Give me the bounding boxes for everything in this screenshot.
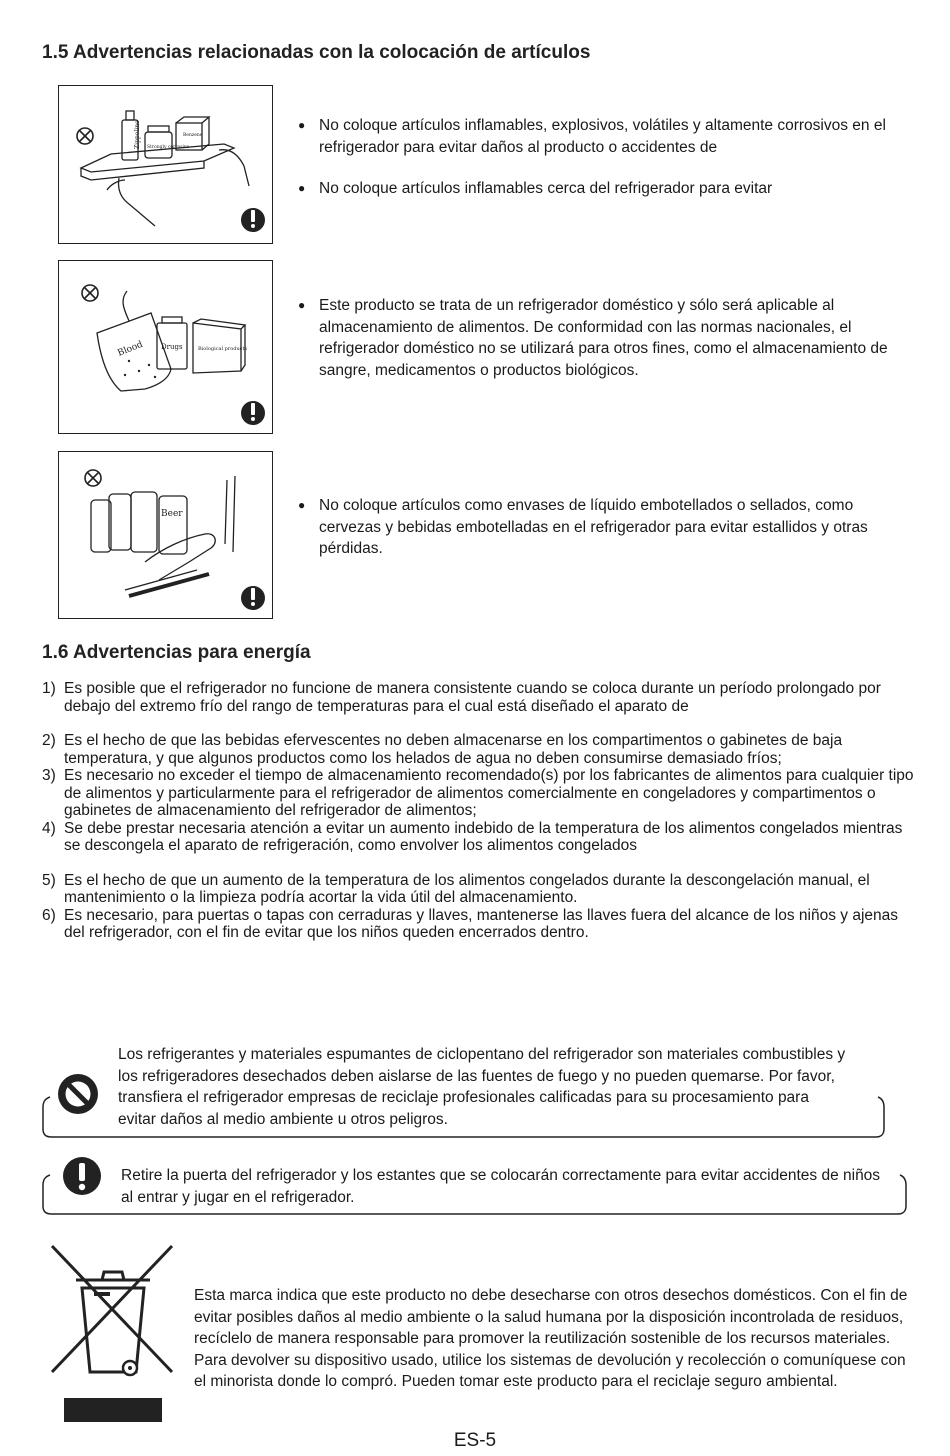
item-number: 2) <box>42 732 56 749</box>
list-item <box>42 767 922 820</box>
item-text: Es el hecho de que un aumento de la temperatura de los alimentos congelados durante la descongelación manual, el mantenimiento o la limpieza podría acortar la vida útil del almacenamiento. <box>64 871 870 906</box>
label-blood: Blood <box>116 339 145 359</box>
prohibition-icon <box>56 1072 100 1116</box>
warning-note-text: Retire la puerta del refrigerador y los estantes que se colocarán correctamente para evitar accidentes de niños al entrar y jugar en el refrigerador. <box>121 1167 881 1206</box>
label-drugs: Drugs <box>161 343 183 351</box>
label-benzene: Benzene <box>183 133 203 138</box>
prohibited-icon <box>85 470 101 486</box>
section-title-1-6: 1.6 Advertencias para energía <box>42 642 311 663</box>
item-text: Es necesario no exceder el tiempo de almacenamiento recomendado(s) por los fabricantes de alimentos para cualquier tipo de alimentos y particularmente para el refrigerador de alimentos comercialmente en congeladores y compartimentos o gabinetes de almacenamiento del refrigerador de alimentos; <box>64 767 914 819</box>
weee-note-text: Esta marca indica que este producto no debe desecharse con otros desechos domésticos. Con el fin de evitar posibles daños al medio ambiente o la salud humana por la disposición incontrolada de residuos, recíclelo de manera responsable para promover la reutilización sostenible de los recursos materiales. Para devolver su dispositivo usado, utilice los sistemas de devolución y recolección o comuníquese con el minorista donde lo compró. Pueden tomar este producto para el reciclaje seguro ambiental. <box>194 1287 908 1390</box>
page-number: ES-5 <box>453 1430 497 1451</box>
bullet-item: ● No coloque artículos inflamables, explosivos, volátiles y altamente corrosivos en el refrigerador para evitar daños al producto o accidentes de <box>298 115 913 158</box>
item-number: 3) <box>42 767 56 784</box>
list-item <box>42 680 922 715</box>
label-strongly-corrosive: Strongly corrosive <box>147 145 190 150</box>
illustration-chemicals-shelf <box>58 85 273 244</box>
item-number: 5) <box>42 871 56 889</box>
list-item <box>42 872 922 907</box>
bullet-item: ● No coloque artículos inflamables cerca del refrigerador para evitar <box>298 178 913 200</box>
warning-icon <box>241 208 265 232</box>
list-item <box>42 820 922 855</box>
item-number: 1) <box>42 680 56 697</box>
bullet-item: ● No coloque artículos como envases de líquido embotellados o sellados, como cervezas y bebidas embotelladas en el refrigerador para evitar estallidos y otras pérdidas. <box>298 495 913 560</box>
prohibition-note-text: Los refrigerantes y materiales espumantes de ciclopentano del refrigerador son materiales combustibles y los refrigeradores desechados deben aislarse de las fuentes de fuego y no pueden quemarse. Por favor, transfiera el refrigerador empresas de reciclaje profesionales calificadas para su procesamiento para evitar daños al medio ambiente u otros peligros. <box>118 1046 846 1128</box>
item-number: 4) <box>42 819 56 837</box>
illustration-beer-bottles <box>58 451 273 619</box>
prohibited-icon <box>82 285 98 301</box>
bullet-list-1 <box>298 115 913 220</box>
item-number: 6) <box>42 906 56 924</box>
item-text: Se debe prestar necesaria atención a evitar un aumento indebido de la temperatura de los alimentos congelados mientras se descongela el aparato de refrigeración, como envolver los alimentos congelados <box>64 819 903 854</box>
warning-icon <box>241 586 265 610</box>
list-item <box>42 732 922 767</box>
label-biological-products: Biological products <box>198 346 248 352</box>
prohibited-icon <box>77 128 93 144</box>
bullet-list-3 <box>298 495 913 580</box>
warning-icon <box>241 401 265 425</box>
illustration-biological-products <box>58 260 273 434</box>
item-text: Es posible que el refrigerador no funcione de manera consistente cuando se coloca durante un período prolongado por debajo del extremo frío del rango de temperaturas para el cual está diseñado el aparato de <box>64 680 881 715</box>
energy-warnings-list <box>42 680 922 942</box>
item-text: Es el hecho de que las bebidas efervescentes no deben almacenarse en los compartimentos o gabinetes de baja temperatura, y que algunos productos como los helados de agua no deben consumirse demasiado fríos; <box>64 732 843 767</box>
bullet-item: ● Este producto se trata de un refrigerador doméstico y sólo será aplicable al almacenamiento de alimentos. De conformidad con las normas nacionales, el refrigerador doméstico no se utilizará para otros fines, como el almacenamiento de sangre, medicamentos o productos biológicos. <box>298 295 913 381</box>
label-zippoline: Zippoline <box>134 120 141 149</box>
list-item <box>42 907 922 942</box>
item-text: Es necesario, para puertas o tapas con cerraduras y llaves, mantenerse las llaves fuera del alcance de los niños y ajenas del refrigerador, con el fin de evitar que los niños queden encerrados dentro. <box>64 906 899 941</box>
weee-crossed-bin-icon <box>50 1244 175 1426</box>
label-beer: Beer <box>161 509 183 519</box>
bullet-list-2 <box>298 295 913 401</box>
section-title-1-5: 1.5 Advertencias relacionadas con la colocación de artículos <box>42 42 591 63</box>
warning-icon <box>62 1156 102 1196</box>
